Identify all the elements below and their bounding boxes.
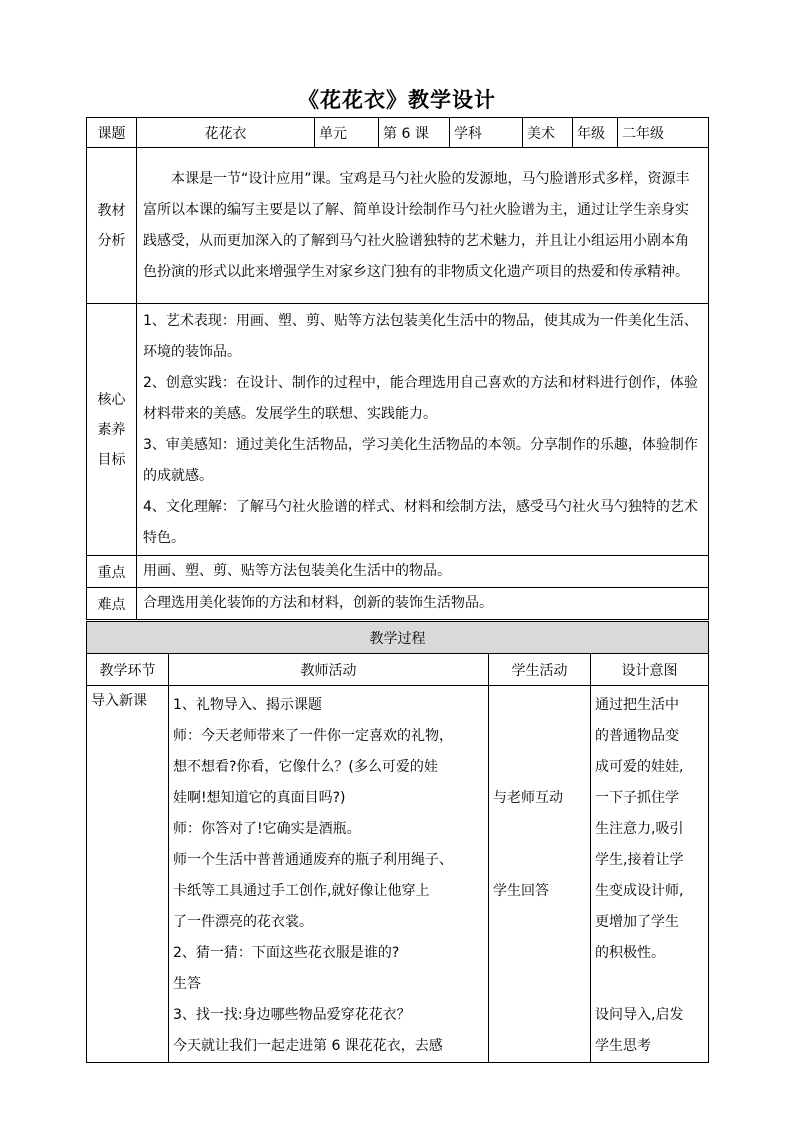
teacher-line: 3、找一找:身边哪些物品爱穿花花衣？	[173, 1007, 411, 1023]
analysis-text: 本课是一节“设计应用”课。宝鸡是马勺社火脸的发源地，马勺脸谱形式多样，资源丰富所以本课的编写主要是以了解、简单设计绘制作马勺社火脸谱为主，通过让学生亲身实践感受，从而更加深入的了解到马勺社火脸谱独特的艺术魅力，并且让小组运用小剧本角色扮演的形式以此来增强学生对家乡这门独有的非物质文化遗产项目的热爱和传承精神。	[137, 148, 709, 304]
key-point-label: 重点	[87, 556, 137, 588]
intent-line	[595, 969, 704, 1000]
student-line	[493, 721, 586, 752]
intent-line: 的积极性。	[595, 945, 665, 961]
teaching-process-table	[86, 621, 709, 1063]
lesson-info-table	[86, 117, 709, 620]
teacher-line: 师：今天老师带来了一件你一定喜欢的礼物，	[173, 728, 453, 744]
unit-value: 第 6 课	[379, 118, 450, 148]
core-row	[87, 304, 709, 556]
core-items	[137, 304, 709, 556]
intent-line: 更增加了学生	[595, 914, 679, 930]
intent-line: 的普通物品变	[595, 728, 679, 744]
teacher-activity	[169, 686, 489, 1063]
core-item: 1、艺术表现：用画、塑、剪、贴等方法包装美化生活中的物品，使其成为一件美化生活、环境的装饰品。	[143, 312, 698, 360]
info-row	[87, 118, 709, 148]
teacher-line: 生答	[173, 976, 201, 992]
core-item: 2、创意实践：在设计、制作的过程中，能合理选用自己喜欢的方法和材料进行创作，体验材料带来的美感。发展学生的联想、实践能力。	[143, 374, 698, 422]
student-line	[493, 845, 586, 876]
student-line	[493, 752, 586, 783]
lesson-label: 课题	[87, 118, 137, 148]
difficulty-row	[87, 588, 709, 620]
process-columns-row	[87, 654, 709, 686]
design-intent	[591, 686, 709, 1063]
student-activity	[489, 686, 591, 1063]
intent-line: 学生,接着让学	[595, 852, 684, 868]
intent-line: 一下子抓住学	[595, 790, 679, 806]
teacher-line: 1、礼物导入、揭示课题	[173, 697, 322, 713]
intent-line: 通过把生活中	[595, 697, 679, 713]
column-stage: 教学环节	[87, 654, 169, 686]
intent-line: 生注意力,吸引	[595, 821, 684, 837]
core-item: 3、审美感知：通过美化生活物品，学习美化生活物品的本领。分享制作的乐趣，体验制作的成就感。	[143, 436, 698, 484]
subject-label: 学科	[450, 118, 523, 148]
column-student: 学生活动	[489, 654, 591, 686]
key-point-text: 用画、塑、剪、贴等方法包装美化生活中的物品。	[137, 556, 709, 588]
core-label: 核心素养目标	[87, 304, 137, 556]
teacher-line: 今天就让我们一起走进第 6 课花花衣，去感	[173, 1038, 443, 1054]
teacher-line: 了一件漂亮的花衣裳。	[173, 914, 313, 930]
intent-line: 成可爱的娃娃,	[595, 759, 684, 775]
column-teacher: 教师活动	[169, 654, 489, 686]
student-line	[493, 814, 586, 845]
column-intent: 设计意图	[591, 654, 709, 686]
teacher-line: 娃啊!想知道它的真面目吗?)	[173, 790, 346, 806]
unit-label: 单元	[315, 118, 379, 148]
difficulty-label: 难点	[87, 588, 137, 620]
grade-label: 年级	[573, 118, 618, 148]
analysis-row	[87, 148, 709, 304]
subject-value: 美术	[523, 118, 573, 148]
teacher-line: 2、猜一猜：下面这些花衣服是谁的?	[173, 945, 400, 961]
stage-cell: 导入新课	[87, 686, 169, 1063]
teacher-line: 师：你答对了!它确实是酒瓶。	[173, 821, 361, 837]
student-line: 与老师互动	[493, 790, 563, 806]
process-header-row	[87, 622, 709, 654]
intent-line: 设问导入,启发	[595, 1007, 684, 1023]
teacher-line: 想不想看?你看，它像什么？(多么可爱的娃	[173, 759, 438, 775]
process-row	[87, 686, 709, 1063]
student-line: 学生回答	[493, 883, 549, 899]
teacher-line: 师一个生活中普普通通废弃的瓶子利用绳子、	[173, 852, 453, 868]
lesson-value: 花花衣	[137, 118, 315, 148]
process-header: 教学过程	[87, 622, 709, 654]
intent-line: 生变成设计师,	[595, 883, 684, 899]
core-item: 4、文化理解：了解马勺社火脸谱的样式、材料和绘制方法，感受马勺社火马勺独特的艺术特色。	[143, 498, 698, 546]
key-point-row	[87, 556, 709, 588]
grade-value: 二年级	[618, 118, 709, 148]
student-line	[493, 690, 586, 721]
teacher-line: 卡纸等工具通过手工创作,就好像让他穿上	[173, 883, 430, 899]
document-title: 《花花衣》教学设计	[298, 88, 496, 112]
intent-line: 学生思考	[595, 1038, 651, 1054]
analysis-label: 教材分析	[87, 148, 137, 304]
difficulty-text: 合理选用美化装饰的方法和材料，创新的装饰生活物品。	[137, 588, 709, 620]
